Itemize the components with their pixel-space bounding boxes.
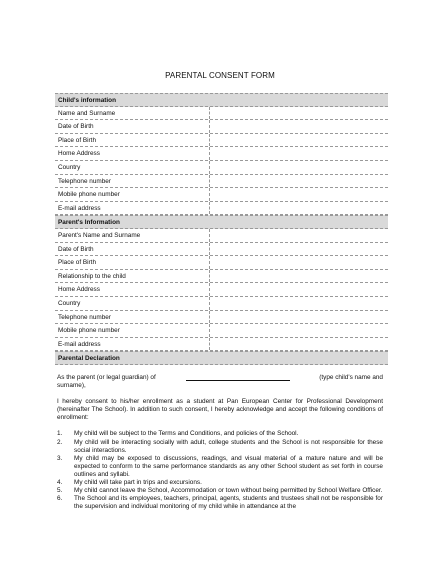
parent-field-value[interactable]: [210, 270, 388, 283]
parent-field-label: Place of Birth: [55, 256, 210, 269]
parent-field-label: Relationship to the child: [55, 270, 210, 283]
consent-form-table: [55, 93, 388, 365]
child-field-label: Mobile phone number: [55, 188, 210, 201]
condition-item: [57, 439, 383, 455]
parent-field-value[interactable]: [210, 311, 388, 324]
parent-field-label: Telephone number: [55, 311, 210, 324]
parent-row: [55, 297, 388, 311]
parental-declaration: [57, 374, 383, 511]
child-row: [55, 161, 388, 175]
parent-field-value[interactable]: [210, 283, 388, 296]
child-row: [55, 120, 388, 134]
condition-text: The School and its employees, teachers, principal, agents, students and trustees shall not be responsible for the supervision and individual monitoring of my child while in attendance at the: [74, 495, 383, 511]
child-field-value[interactable]: [210, 134, 388, 147]
condition-number: 5.: [57, 487, 63, 495]
child-field-value[interactable]: [210, 188, 388, 201]
parent-field-label: Mobile phone number: [55, 324, 210, 337]
parent-field-value[interactable]: [210, 324, 388, 337]
parent-row: [55, 270, 388, 284]
parent-field-label: Country: [55, 297, 210, 310]
parent-field-value[interactable]: [210, 256, 388, 269]
child-field-value[interactable]: [210, 175, 388, 188]
guardian-line-end: (type child's name and: [319, 374, 383, 381]
child-field-label: E-mail address: [55, 202, 210, 215]
declaration-section-heading: Parental Declaration: [55, 351, 388, 365]
child-field-label: Name and Surname: [55, 107, 210, 120]
condition-text: My child may be exposed to discussions, readings, and visual material of a mature nature and will be expected to conform to the same performance standards as any other School student as set forth in course outlines and syllabi.: [74, 454, 383, 478]
parent-field-label: Home Address: [55, 283, 210, 296]
condition-number: 3.: [57, 454, 63, 462]
form-title: PARENTAL CONSENT FORM: [165, 71, 275, 80]
condition-number: 1.: [57, 430, 63, 438]
guardian-line: [57, 374, 383, 390]
parent-field-label: E-mail address: [55, 338, 210, 351]
parent-field-value[interactable]: [210, 297, 388, 310]
parent-row: [55, 243, 388, 257]
consent-paragraph: I hereby consent to his/her enrollment as a student at Pan European Center for Professional Development (hereinafter The School). In addition to such consent, I hereby acknowledge and accept the following conditions of enrollment:: [57, 398, 383, 422]
child-row: [55, 134, 388, 148]
condition-text: My child cannot leave the School, Accommodation or town without being permitted by School Welfare Officer.: [74, 487, 383, 495]
child-field-label: Telephone number: [55, 175, 210, 188]
conditions-list: [57, 430, 383, 511]
child-field-label: Home Address: [55, 147, 210, 160]
parent-row: [55, 338, 388, 352]
child-row: [55, 147, 388, 161]
parent-field-value[interactable]: [210, 243, 388, 256]
child-field-value[interactable]: [210, 202, 388, 215]
condition-text: My child will be interacting socially with adult, college students and the School is not responsible for these social interactions.: [74, 438, 383, 454]
parent-row: [55, 324, 388, 338]
child-field-value[interactable]: [210, 107, 388, 120]
condition-item: [57, 455, 383, 479]
condition-item: [57, 495, 383, 511]
child-name-blank[interactable]: [186, 374, 290, 381]
child-field-value[interactable]: [210, 161, 388, 174]
child-field-label: Date of Birth: [55, 120, 210, 133]
child-row: [55, 202, 388, 216]
parent-field-label: Date of Birth: [55, 243, 210, 256]
child-field-value[interactable]: [210, 147, 388, 160]
parent-row: [55, 256, 388, 270]
child-field-label: Country: [55, 161, 210, 174]
child-row: [55, 107, 388, 121]
guardian-line-start: As the parent (or legal guardian) of: [57, 374, 156, 381]
condition-text: My child will be subject to the Terms and Conditions, and policies of the School.: [74, 430, 299, 438]
parent-row: [55, 283, 388, 297]
child-row: [55, 175, 388, 189]
condition-item: [57, 430, 383, 438]
parent-field-value[interactable]: [210, 338, 388, 351]
condition-number: 6.: [57, 495, 63, 503]
parent-field-label: Parent's Name and Surname: [55, 229, 210, 242]
child-field-value[interactable]: [210, 120, 388, 133]
child-section-heading: Child's information: [55, 93, 388, 107]
condition-item: [57, 479, 383, 487]
condition-number: 4.: [57, 479, 63, 487]
parent-row: [55, 311, 388, 325]
condition-number: 2.: [57, 438, 63, 446]
condition-item: [57, 487, 383, 495]
parent-field-value[interactable]: [210, 229, 388, 242]
guardian-line-cont: surname),: [57, 382, 86, 390]
child-field-label: Place of Birth: [55, 134, 210, 147]
child-row: [55, 188, 388, 202]
parent-section-heading: Parent's Information: [55, 215, 388, 229]
parent-row: [55, 229, 388, 243]
condition-text: My child will take part in trips and excursions.: [74, 479, 202, 487]
